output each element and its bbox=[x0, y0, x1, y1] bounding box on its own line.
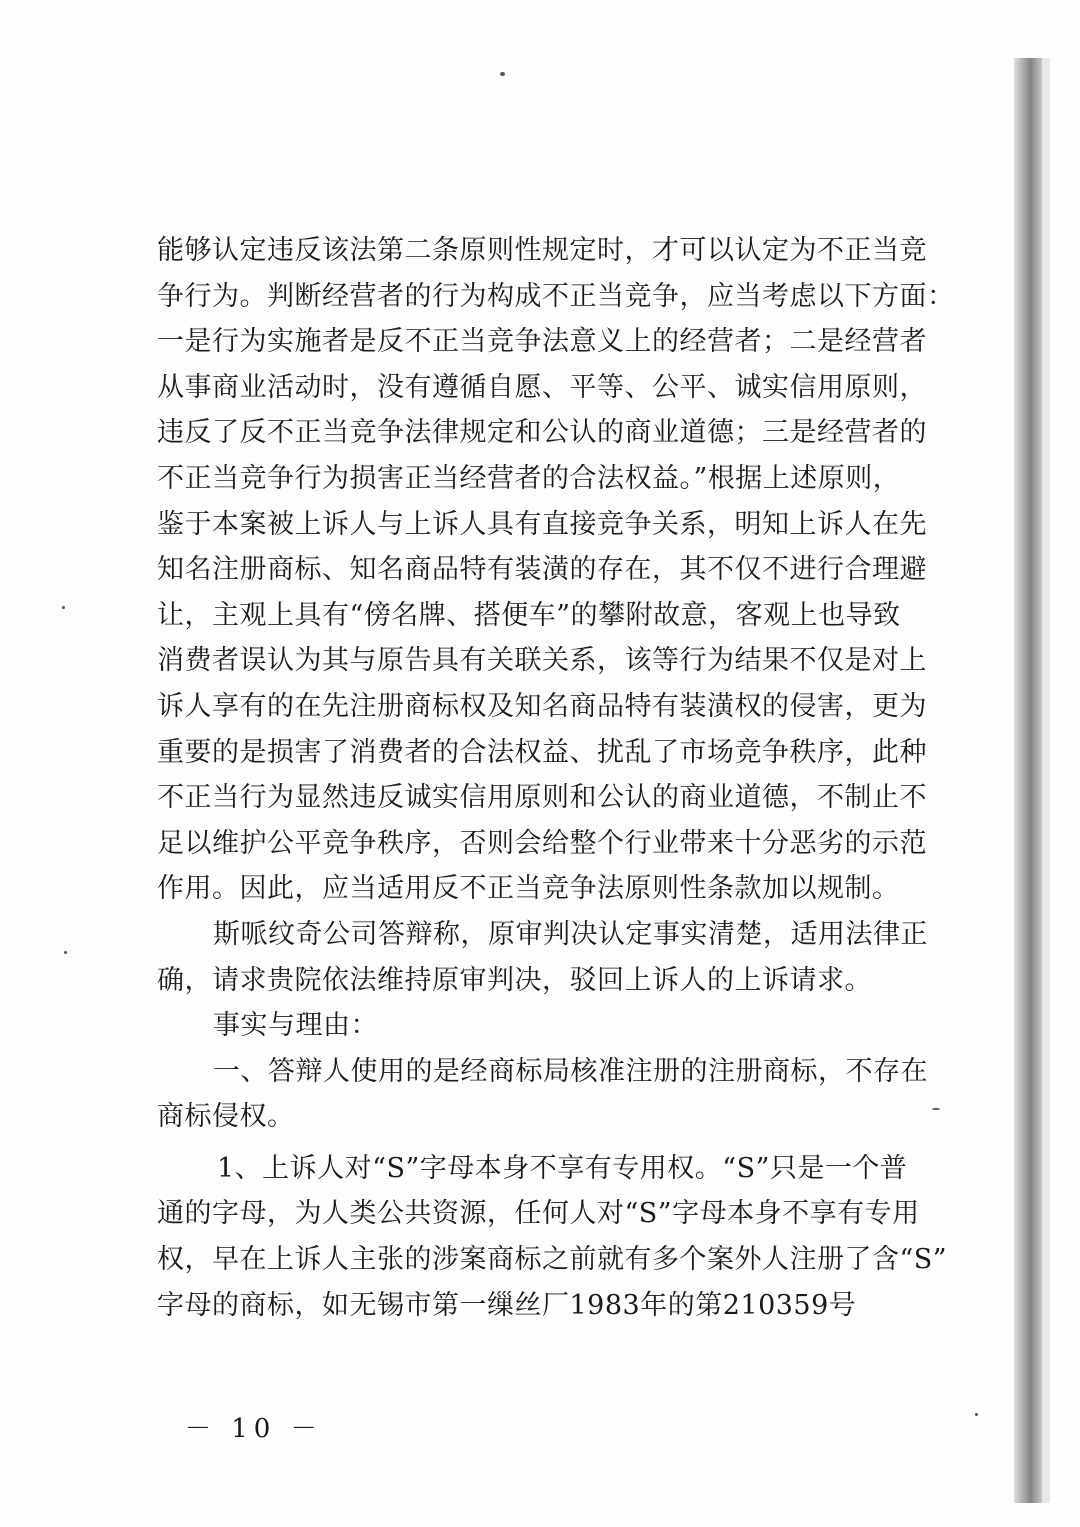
scan-speck bbox=[64, 951, 67, 954]
document-body bbox=[157, 228, 955, 1328]
text-line: 从事商业活动时，没有遵循自愿、平等、公平、诚实信用原则， bbox=[157, 371, 927, 403]
text-line: 通的字母，为人类公共资源，任何人对“S”字母本身不享有专用 bbox=[157, 1198, 920, 1230]
scan-edge-highlight bbox=[1042, 58, 1050, 1503]
text-line: 重要的是损害了消费者的合法权益、扰乱了市场竞争秩序，此种 bbox=[157, 736, 927, 768]
text-line: 确，请求贵院依法维持原审判决，驳回上诉人的上诉请求。 bbox=[157, 964, 872, 996]
text-line: 能够认定违反该法第二条原则性规定时，才可以认定为不正当竞 bbox=[157, 235, 927, 266]
text-line: 不正当行为显然违反诚实信用原则和公认的商业道德，不制止不 bbox=[157, 782, 927, 814]
text-line: 字母的商标，如无锡市第一缫丝厂1983年的第210359号 bbox=[157, 1289, 857, 1321]
scan-speck bbox=[932, 1108, 940, 1110]
scan-speck bbox=[62, 606, 65, 609]
text-line: 一、答辩人使用的是经商标局核准注册的注册商标，不存在 bbox=[213, 1055, 928, 1087]
text-line: 消费者误认为其与原告具有关联关系，该等行为结果不仅是对上 bbox=[157, 645, 927, 677]
text-line: 争行为。判断经营者的行为构成不正当竞争，应当考虑以下方面： bbox=[157, 280, 955, 312]
text-line: 足以维护公平竞争秩序，否则会给整个行业带来十分恶劣的示范 bbox=[157, 827, 927, 859]
text-line: 事实与理由： bbox=[213, 1010, 378, 1042]
text-line: 鉴于本案被上诉人与上诉人具有直接竞争关系，明知上诉人在先 bbox=[157, 508, 927, 540]
text-line: 作用。因此，应当适用反不正当竞争法原则性条款加以规制。 bbox=[157, 873, 900, 905]
text-line: 违反了反不正当竞争法律规定和公认的商业道德；三是经营者的 bbox=[157, 417, 927, 449]
scan-edge-shadow bbox=[1014, 58, 1042, 1503]
text-line: 知名注册商标、知名商品特有装潢的存在，其不仅不进行合理避 bbox=[157, 554, 927, 586]
scan-speck bbox=[500, 72, 505, 76]
scan-speck bbox=[975, 1413, 978, 1416]
text-line: 权，早在上诉人主张的涉案商标之前就有多个案外人注册了含“S” bbox=[157, 1244, 948, 1276]
page-number: － 10 － bbox=[185, 1414, 323, 1444]
text-line: 一是行为实施者是反不正当竞争法意义上的经营者；二是经营者 bbox=[157, 326, 927, 358]
text-line: 诉人享有的在先注册商标权及知名商品特有装潢权的侵害，更为 bbox=[157, 690, 927, 722]
text-line: 商标侵权。 bbox=[157, 1101, 295, 1133]
text-line: 1、上诉人对“S”字母本身不享有专用权。“S”只是一个普 bbox=[217, 1152, 908, 1184]
text-line: 斯哌纹奇公司答辩称，原审判决认定事实清楚，适用法律正 bbox=[213, 918, 928, 950]
text-line: 让，主观上具有“傍名牌、搭便车”的攀附故意，客观上也导致 bbox=[157, 599, 901, 631]
text-line: 不正当竞争行为损害正当经营者的合法权益。”根据上述原则， bbox=[157, 462, 901, 494]
